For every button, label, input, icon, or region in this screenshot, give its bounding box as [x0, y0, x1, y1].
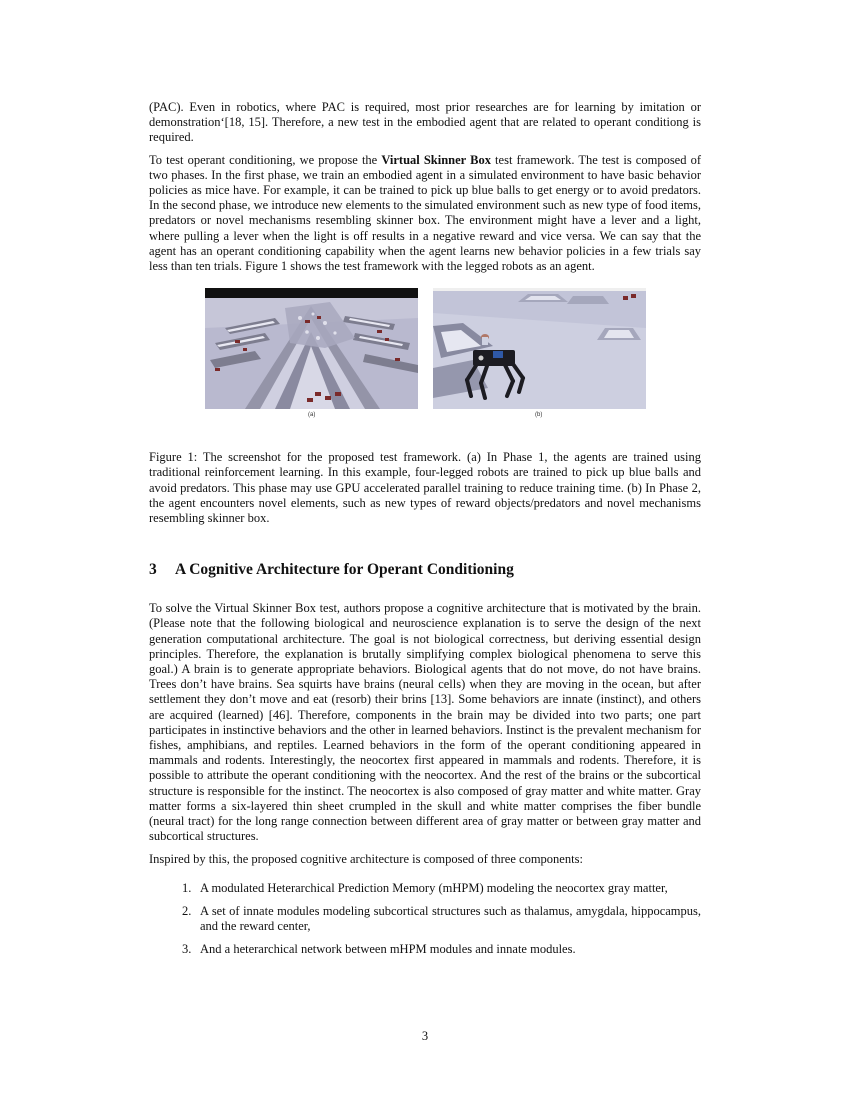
figure-panel-a-label: (a) — [308, 412, 316, 419]
intro-paragraph-2-start: To test operant conditioning, we propose the — [149, 152, 382, 167]
list-item-number: 2. — [182, 903, 192, 918]
figure-panel-b-image — [433, 288, 646, 409]
intro-paragraph-1: (PAC). Even in robotics, where PAC is required, most prior researches are for learning by imitation or demonstration‘[18, 15]. Therefore, a new test in the embodied agent that are related to operant conditiong is required. — [149, 100, 701, 145]
section-title: A Cognitive Architecture for Operant Conditioning — [175, 561, 514, 579]
body-paragraph-2: Inspired by this, the proposed cognitive architecture is composed of three components: — [149, 851, 583, 866]
section-heading — [149, 561, 701, 579]
body-paragraph-1: To solve the Virtual Skinner Box test, authors propose a cognitive architecture that is motivated by the brain. (Please note that the following biological and neuroscience explanation is to serve the design of the next generation computational architecture. The goal is not biological correctness, but deriving essential design principles. Therefore, the explanation is brutally simplifying complex biological phenomena to serve this goal.) A brain is to generate appropriate behaviors. Biological agents that do not move, do not have brains. Trees don’t have brains. Sea squirts have brains (neural cells) when they are moving in the ocean, but after settlement they don’t move and eat (resorb) their brins [13]. Some behaviors are innate (instinct), and others are acquired (learned) [46]. Therefore, components in the brain may be divided into two parts; one part participates in instinctive behaviors and the other in learned behaviors. Instinct is the prevalent mechanism for fishes, amphibians, and reptiles. Learned behaviors in the form of the operant conditioning appeared in mammals and rodents. Interestingly, the neocortex first appeared in mammals and rodents. Therefore, it is possible to attribute the operant conditioning with the neocortex. And the rest of the brains or the subcortical structure is responsible for the instinct. The neocortex is also composed of gray matter and white matter. Gray matter forms a six-layered thin sheet crumpled in the skull and white matter comprises the fiber bundle (neural tract) for the long range connection between different area of gray matter or between gray matter and subcortical structures. — [149, 601, 701, 844]
figure-panel-a-image — [205, 288, 418, 409]
figure-caption: Figure 1: The screenshot for the proposed test framework. (a) In Phase 1, the agents are trained using traditional reinforcement learning. In this example, four-legged robots are trained to pick up blue balls and avoid predators. This phase may use GPU accelerated parallel training to reduce training time. (b) In Phase 2, the agent encounters novel elements, such as new types of reward objects/predators and novel mechanisms resembling skinner box. — [149, 450, 701, 526]
intro-paragraph-2-rest: test framework. The test is composed of two phases. In the first phase, we train an embodied agent in a simulated environment to have basic behavior policies as mice have. For example, it can be trained to pick up blue balls to get energy or to avoid predators. In the second phase, we introduce new elements to the simulated environment such as new type of food items, predators or novel mechanisms resembling skinner box. The environment might have a lever and a light, where pulling a lever when the light is off results in a negative reward and vice versa. We can say that the agent has an operant conditioning capability when the agent learns new behavior policies in a few trials say less than ten trials. Figure 1 shows the test framework with the legged robots as an agent. — [149, 152, 701, 274]
list-item-number: 3. — [182, 942, 192, 957]
intro-paragraph-2 — [149, 153, 701, 275]
figure-1 — [149, 288, 701, 450]
framework-name: Virtual Skinner Box — [381, 152, 491, 167]
list-item-number: 1. — [182, 880, 192, 895]
list-item-text: A modulated Heterarchical Prediction Memory (mHPM) modeling the neocortex gray matter, — [200, 880, 668, 895]
section-number: 3 — [149, 561, 157, 579]
page-number: 3 — [421, 1029, 429, 1043]
page-content — [149, 100, 701, 966]
component-list — [149, 881, 701, 958]
figure-panel-b-label: (b) — [535, 412, 543, 419]
list-item — [149, 904, 701, 934]
list-item-text: And a heterarchical network between mHPM modules and innate modules. — [200, 942, 576, 957]
list-item-text: A set of innate modules modeling subcortical structures such as thalamus, amygdala, hippocampus, and the reward center, — [200, 903, 701, 934]
list-item — [149, 881, 701, 896]
list-item — [149, 942, 701, 957]
